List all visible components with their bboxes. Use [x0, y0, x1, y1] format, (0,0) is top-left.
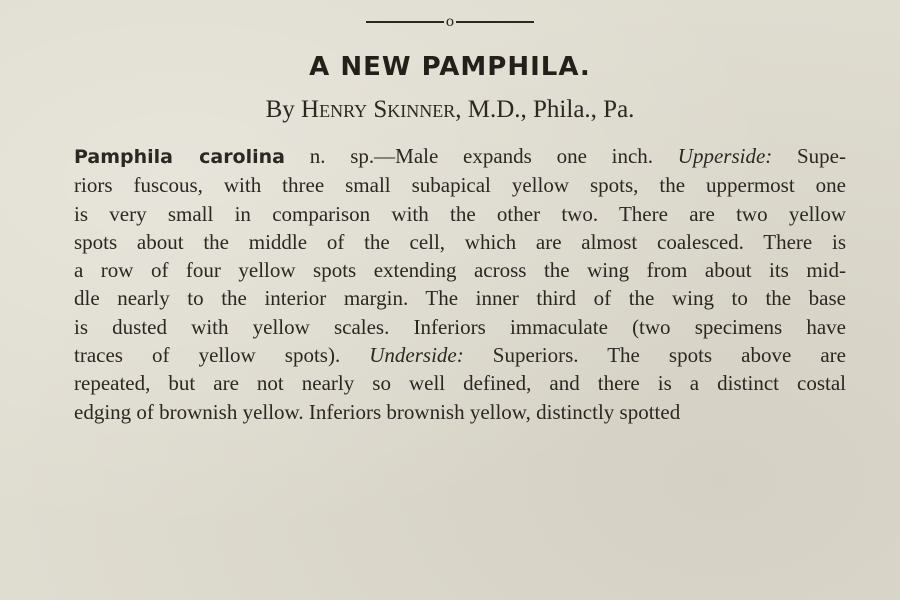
- section-label: Underside:: [369, 343, 464, 368]
- paragraph-line: [74, 313, 846, 341]
- byline-suffix: , M.D., Phila., Pa.: [455, 96, 635, 123]
- divider-ornament-glyph: o: [445, 14, 455, 30]
- paragraph-line: [74, 369, 846, 397]
- line-text: dle nearly to the interior margin. The inner third of the wing to the base: [74, 286, 846, 311]
- line-text: repeated, but are not nearly so well defined, and there is a distinct costal: [74, 371, 846, 396]
- divider-rule-left: [366, 21, 444, 23]
- paragraph-line: [74, 256, 846, 284]
- paragraph-line: [74, 171, 846, 199]
- line-text: a row of four yellow spots extending across the wing from about its mid-: [74, 258, 846, 283]
- paragraph-line: [74, 142, 846, 171]
- line-text: is dusted with yellow scales. Inferiors immaculate (two specimens have: [74, 314, 846, 339]
- article-byline: [0, 96, 900, 124]
- article-title: A NEW PAMPHILA.: [309, 52, 591, 82]
- line-text: n. sp.—Male expands one inch.: [285, 144, 678, 168]
- line-text: Supe-: [772, 144, 846, 168]
- paragraph-line: [74, 284, 846, 312]
- section-divider: [0, 12, 900, 32]
- divider-rule-right: [456, 21, 534, 23]
- byline-prefix: By: [265, 96, 295, 123]
- byline-author: Henry Skinner: [301, 96, 456, 123]
- article-body: [74, 142, 846, 426]
- species-name: Pamphila carolina: [74, 146, 285, 168]
- line-text: is very small in comparison with the other two. There are two yellow: [74, 201, 846, 226]
- line-text: traces of yellow spots).: [74, 343, 370, 368]
- line-text: Superiors. The spots above are: [463, 343, 846, 368]
- paragraph-line: [74, 228, 846, 256]
- section-label: Upperside:: [677, 144, 773, 168]
- paragraph-line: [74, 398, 846, 426]
- line-text: edging of brownish yellow. Inferiors brownish yellow, distinctly spotted: [74, 399, 681, 424]
- line-text: spots about the middle of the cell, which are almost coalesced. There is: [74, 229, 846, 254]
- line-text: riors fuscous, with three small subapical yellow spots, the uppermost one: [74, 173, 846, 198]
- paragraph-line: [74, 341, 846, 369]
- paragraph-line: [74, 200, 846, 228]
